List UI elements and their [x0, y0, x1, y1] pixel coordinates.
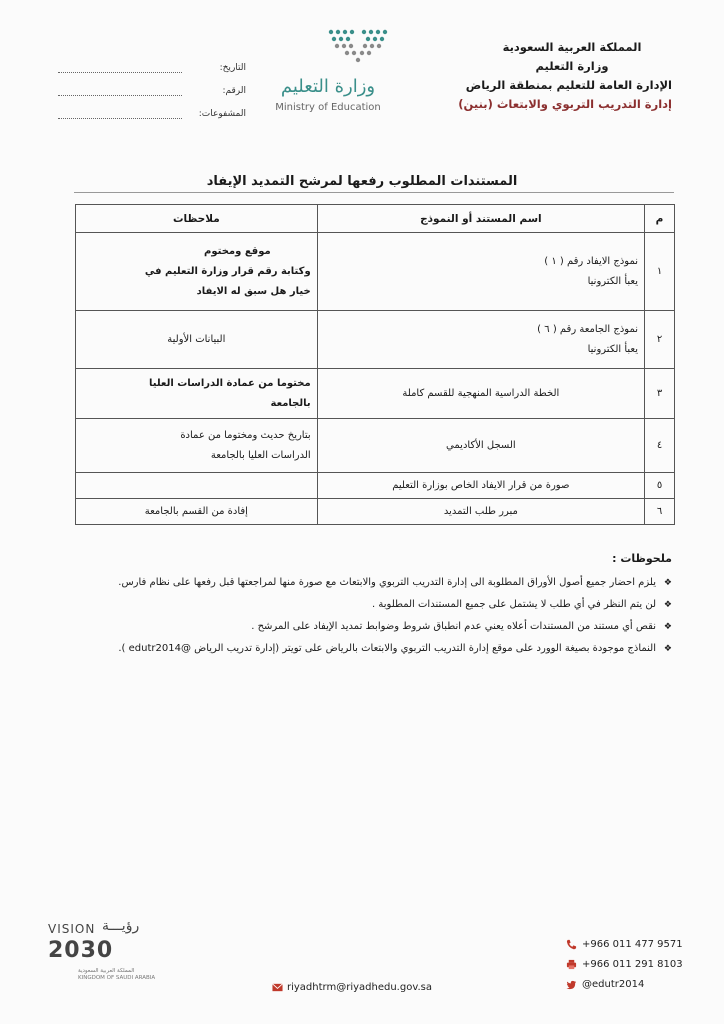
document-name-line: نموذج الايفاد رقم ( ١ ) [544, 255, 639, 267]
required-documents-table [75, 204, 675, 525]
number-field-line [58, 84, 182, 96]
row-notes [76, 419, 318, 473]
number-row [58, 73, 246, 96]
table-header-row [76, 205, 675, 233]
fax-text[interactable]: +966 011 291 8103 [582, 958, 683, 970]
row-document-name [317, 233, 644, 311]
date-field-line [58, 61, 182, 73]
header-num: م [645, 205, 675, 233]
diamond-bullet-icon: ❖ [663, 622, 672, 632]
header-department: إدارة التدريب التربوي والابتعاث (بنين) [458, 97, 672, 111]
fax-icon [566, 959, 577, 970]
fax-contact[interactable] [566, 954, 683, 974]
header-document-name: اسم المستند أو النموذج [317, 205, 644, 233]
vision-arabic-text: رؤيـــة [102, 918, 140, 934]
letter-meta-fields [58, 50, 246, 119]
notes-line: الدراسات العليا بالجامعة [210, 449, 311, 461]
vision-kingdom-ar: المملكة العربية السعودية [78, 968, 135, 974]
date-label: التاريخ: [219, 63, 246, 73]
logo-english-text: Ministry of Education [275, 102, 381, 113]
document-name-line: صورة من قرار الايفاد الخاص بوزارة التعليم [392, 479, 570, 491]
row-num: ١ [645, 233, 675, 311]
table-row [76, 233, 675, 311]
row-notes [76, 233, 318, 311]
table-row [76, 311, 675, 369]
envelope-icon [272, 982, 283, 993]
row-document-name [317, 369, 644, 419]
header-country: المملكة العربية السعودية [502, 40, 642, 54]
note-text: نقص أي مستند من المستندات أعلاه يعني عدم انطباق شروط وضوابط تمديد الإيفاد على المرشح . [251, 621, 656, 632]
ministry-logo [268, 26, 398, 116]
logo-arabic-text: وزارة التعليم [280, 76, 376, 97]
table-row [76, 473, 675, 499]
notes-line: مختوما من عمادة الدراسات العليا [149, 377, 311, 389]
note-text: لن يتم النظر في أي طلب لا يشتمل على جميع المستندات المطلوبة . [372, 599, 656, 610]
notes-line: بالجامعة [270, 397, 311, 409]
notes-line: بتاريخ حديث ومختوما من عمادة [180, 429, 311, 441]
email-text[interactable]: riyadhtrm@riyadhedu.gov.sa [287, 982, 432, 993]
document-name-line: يعبأ الكترونيا [587, 275, 639, 287]
title-divider [74, 192, 674, 193]
attachments-field-line [58, 107, 182, 119]
notes-line: إفادة من القسم بالجامعة [144, 505, 248, 517]
vision-year-text: 2030 [48, 938, 114, 963]
vision-2030-logo [48, 918, 156, 992]
document-name-line: السجل الأكاديمي [446, 439, 516, 451]
phone-contact[interactable] [566, 934, 683, 954]
document-title: المستندات المطلوب رفعها لمرشح التمديد الإيفاد [206, 174, 518, 189]
twitter-handle[interactable]: @edutr2014 [582, 978, 645, 990]
row-notes [76, 473, 318, 499]
diamond-bullet-icon: ❖ [663, 644, 672, 654]
table-row [76, 419, 675, 473]
header-directorate: الإدارة العامة للتعليم بمنطقة الرياض [465, 78, 672, 92]
table-row [76, 369, 675, 419]
vision-kingdom-text [78, 968, 155, 982]
notes-line: موقع ومختوم [204, 245, 271, 257]
letterhead-org [458, 38, 672, 114]
row-notes [76, 499, 318, 525]
attachments-row [58, 96, 246, 119]
row-num: ٣ [645, 369, 675, 419]
phone-icon [566, 939, 577, 950]
notes-line: البيانات الأولية [167, 333, 226, 345]
vision-english-text: VISION [48, 922, 96, 936]
note-item [52, 616, 672, 638]
document-name-line: الخطة الدراسية المنهجية للقسم كاملة [402, 387, 560, 399]
number-label: الرقم: [222, 86, 246, 96]
note-text: النماذج موجودة بصيغة الوورد على موقع إدارة التدريب التربوي والابتعاث بالرياض على تويتر (إدارة تدريب الرياض @edutr2014 ). [118, 643, 656, 654]
row-num: ٦ [645, 499, 675, 525]
document-name-line: يعبأ الكترونيا [587, 343, 639, 355]
notes-line: خيار هل سبق له الايفاد [196, 285, 311, 297]
notes-heading: ملحوظات : [612, 552, 672, 565]
diamond-bullet-icon: ❖ [663, 600, 672, 610]
footer-email[interactable] [272, 982, 432, 993]
row-num: ٥ [645, 473, 675, 499]
note-item [52, 594, 672, 616]
note-item [52, 572, 672, 594]
table-row [76, 499, 675, 525]
row-document-name [317, 473, 644, 499]
row-document-name [317, 311, 644, 369]
header-ministry: وزارة التعليم [535, 59, 609, 73]
date-row [58, 50, 246, 73]
twitter-contact[interactable] [566, 974, 683, 994]
note-item [52, 638, 672, 660]
document-name-line: مبرر طلب التمديد [443, 505, 518, 517]
row-document-name [317, 419, 644, 473]
row-notes [76, 369, 318, 419]
ministry-logo-dots-icon [323, 26, 393, 66]
twitter-icon [566, 979, 577, 990]
diamond-bullet-icon: ❖ [663, 578, 672, 588]
row-notes [76, 311, 318, 369]
header-notes: ملاحظات [76, 205, 318, 233]
row-num: ٤ [645, 419, 675, 473]
phone-text[interactable]: +966 011 477 9571 [582, 938, 683, 950]
notes-section [52, 548, 672, 660]
row-num: ٢ [645, 311, 675, 369]
footer-contacts [566, 934, 683, 994]
attachments-label: المشفوعات: [198, 109, 246, 119]
document-name-line: نموذج الجامعة رقم ( ٦ ) [537, 323, 639, 335]
notes-line: وكتابة رقم قرار وزارة التعليم في [144, 265, 311, 277]
row-document-name [317, 499, 644, 525]
vision-kingdom-en: KINGDOM OF SAUDI ARABIA [78, 975, 156, 981]
note-text: يلزم احضار جميع أصول الأوراق المطلوبة الى إدارة التدريب التربوي والابتعاث مع صورة منها لمراجعتها قبل رفعها على نظام فارس. [118, 577, 656, 588]
